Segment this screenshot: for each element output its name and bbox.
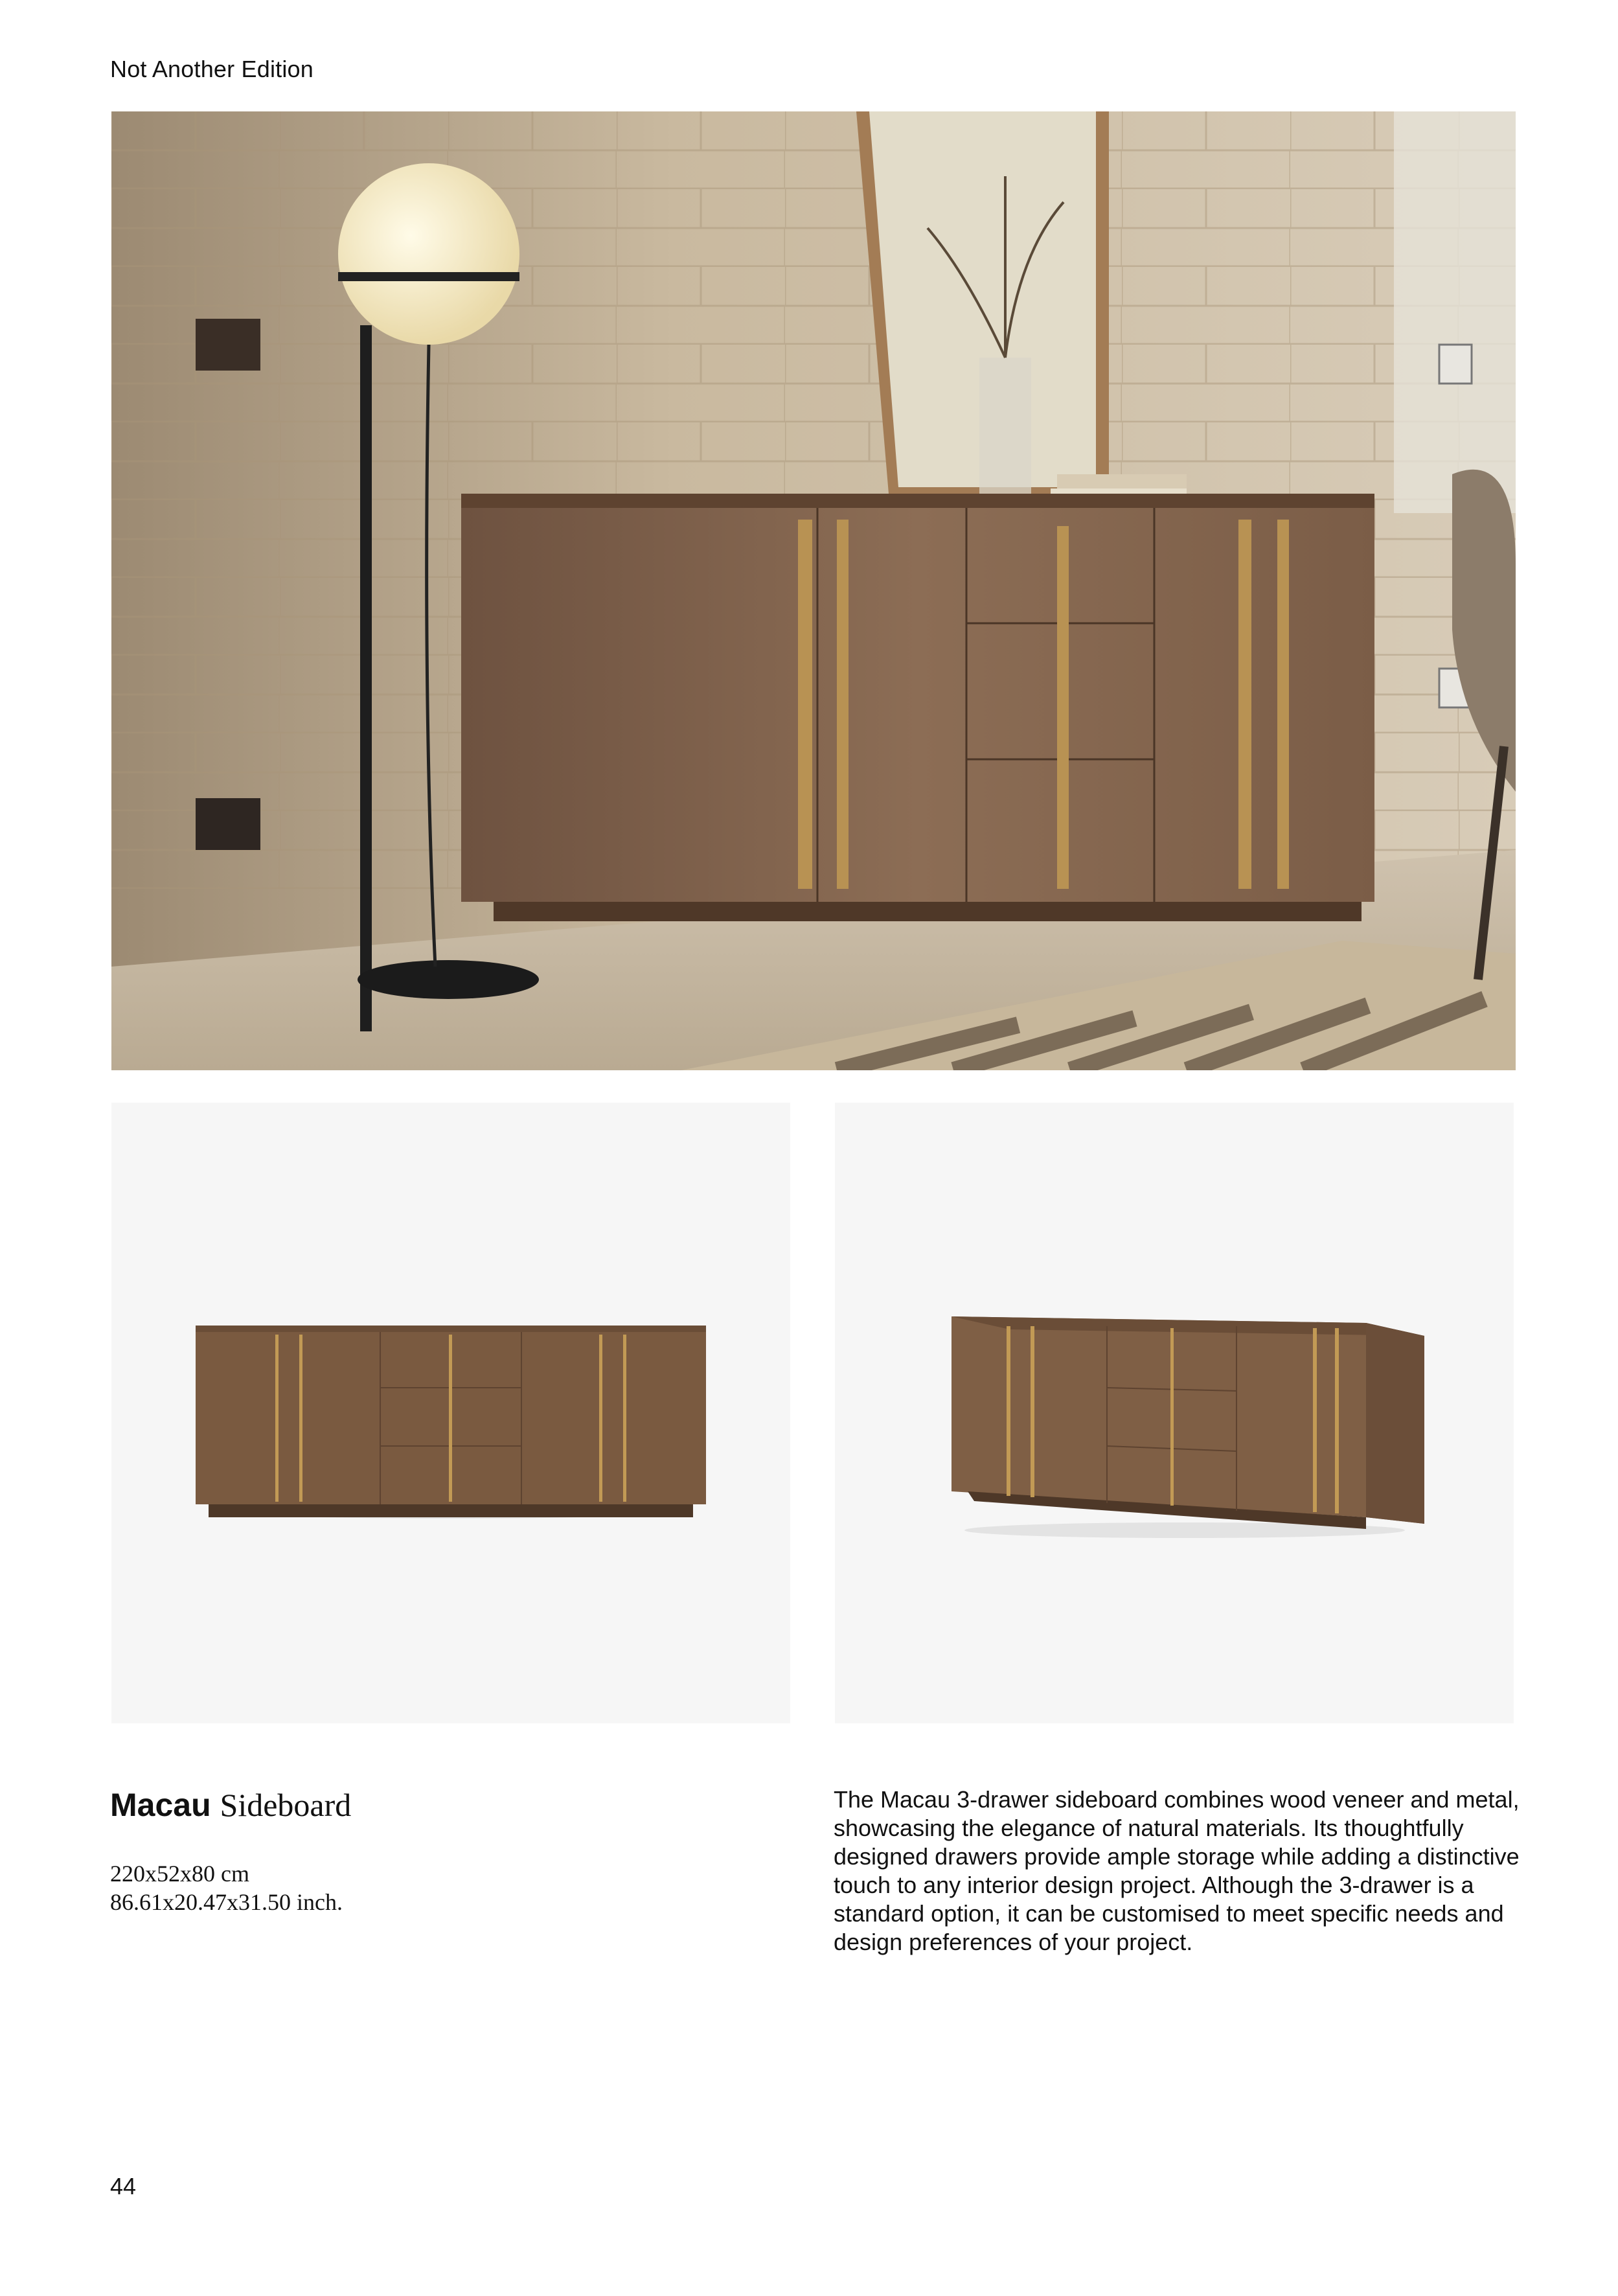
dimensions-inch: 86.61x20.47x31.50 inch. <box>110 1889 343 1915</box>
hero-illustration <box>111 111 1516 1070</box>
product-title <box>110 1785 351 1824</box>
page-number: 44 <box>110 2173 137 2199</box>
product-description: The Macau 3-drawer sideboard combines wood veneer and metal, showcasing the elegance of natural materials. Its thoughtfully designed drawers provide ample storage while adding a distinctive touch to any interior design project. Although the 3-drawer is a standard option, it can be customised to meet specific needs and design preferences of your project. <box>834 1786 1520 1955</box>
sideboard-front-illustration <box>111 1103 790 1723</box>
product-name-rest: Sideboard <box>220 1787 352 1823</box>
brand-name: Not Another Edition <box>110 56 314 82</box>
sideboard-perspective-illustration <box>835 1103 1514 1723</box>
product-dimensions <box>110 1859 343 1916</box>
front-view-photo <box>111 1103 790 1723</box>
dimensions-cm: 220x52x80 cm <box>110 1861 249 1887</box>
hero-interior-photo <box>111 111 1516 1070</box>
product-name-bold: Macau <box>110 1787 211 1823</box>
perspective-view-photo <box>835 1103 1514 1723</box>
